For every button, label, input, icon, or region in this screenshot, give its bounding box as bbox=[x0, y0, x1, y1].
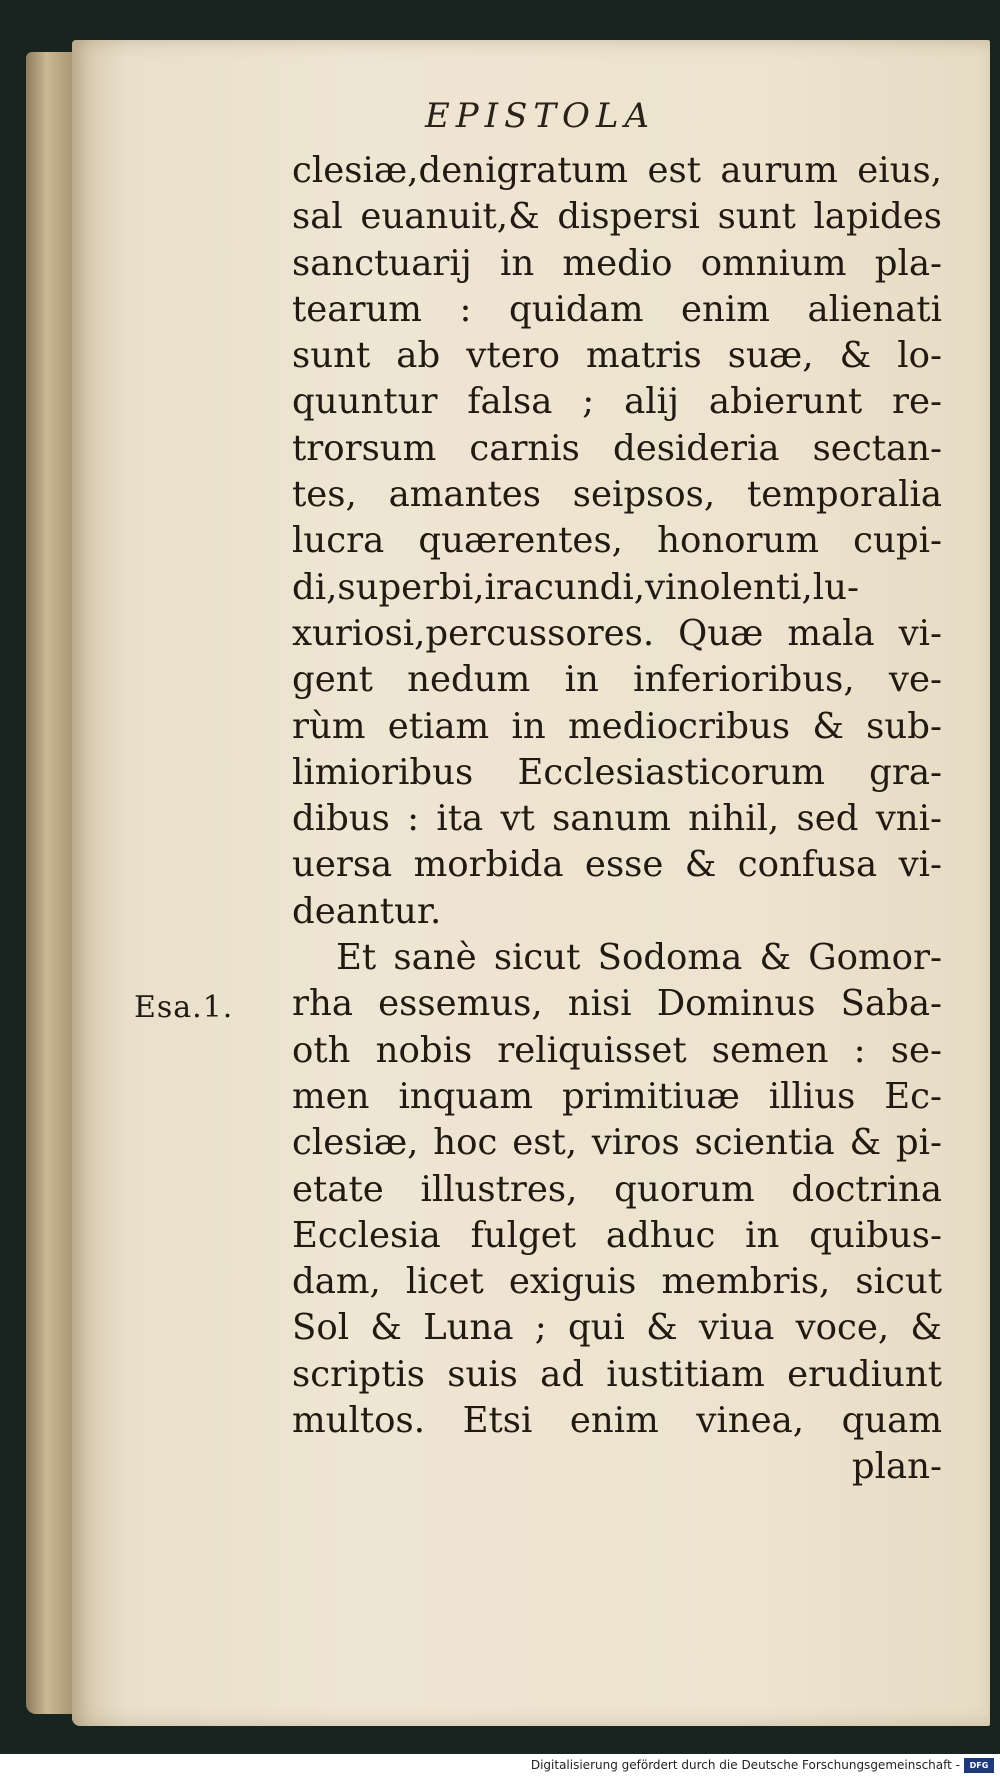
text-line: rùm etiam in mediocribus & sub- bbox=[292, 705, 942, 747]
text-line: clesiæ,denigratum est aurum eius, bbox=[292, 150, 942, 191]
text-line: etate illustres, quorum doctrina bbox=[292, 1168, 942, 1210]
text-line: multos. Etsi enim vinea, quam bbox=[292, 1400, 942, 1442]
text-line: Sol & Luna ; qui & viua voce, & bbox=[292, 1307, 942, 1349]
text-line: lucra quærentes, honorum cupi- bbox=[292, 520, 942, 562]
catchword: plan- bbox=[851, 1446, 942, 1488]
text-line: sunt ab vtero matris suæ, & lo- bbox=[292, 335, 942, 377]
text-line: di,superbi,iracundi,vinolenti,lu- bbox=[292, 566, 859, 608]
text-line: gent nedum in inferioribus, ve- bbox=[292, 659, 942, 701]
text-block bbox=[292, 148, 942, 1491]
text-line: Et sanè sicut Sodoma & Gomor- bbox=[336, 937, 942, 979]
text-line: sal euanuit,& dispersi sunt lapides bbox=[292, 196, 942, 238]
text-line: oth nobis reliquisset semen : se- bbox=[292, 1029, 942, 1071]
dfg-logo: DFG bbox=[964, 1758, 994, 1773]
margin-note: Esa.1. bbox=[134, 990, 234, 1025]
text-line: scriptis suis ad iustitiam erudiunt bbox=[292, 1353, 942, 1395]
text-line: quuntur falsa ; alij abierunt re- bbox=[292, 381, 942, 423]
text-line: tearum : quidam enim alienati bbox=[292, 288, 942, 330]
digitization-footer bbox=[0, 1754, 1000, 1777]
text-line: limioribus Ecclesiasticorum gra- bbox=[292, 751, 942, 793]
text-line: dam, licet exiguis membris, sicut bbox=[292, 1261, 942, 1303]
text-line: trorsum carnis desideria sectan- bbox=[292, 427, 942, 469]
text-line: clesiæ, hoc est, viros scientia & pi- bbox=[292, 1122, 942, 1164]
running-head: EPISTOLA bbox=[424, 96, 656, 136]
text-line: deantur. bbox=[292, 890, 442, 932]
text-line: men inquam primitiuæ illius Ec- bbox=[292, 1075, 942, 1117]
text-line: xuriosi,percussores. Quæ mala vi- bbox=[292, 612, 942, 654]
footer-text: Digitalisierung gefördert durch die Deutsche Forschungsgemeinschaft - bbox=[530, 1758, 960, 1772]
text-line: dibus : ita vt sanum nihil, sed vni- bbox=[292, 798, 942, 840]
text-line: rha essemus, nisi Dominus Saba- bbox=[292, 983, 942, 1025]
text-line: uersa morbida esse & confusa vi- bbox=[292, 844, 942, 886]
text-line: sanctuarij in medio omnium pla- bbox=[292, 242, 942, 284]
text-line: Ecclesia fulget adhuc in quibus- bbox=[292, 1214, 942, 1256]
text-line: tes, amantes seipsos, temporalia bbox=[292, 474, 942, 516]
